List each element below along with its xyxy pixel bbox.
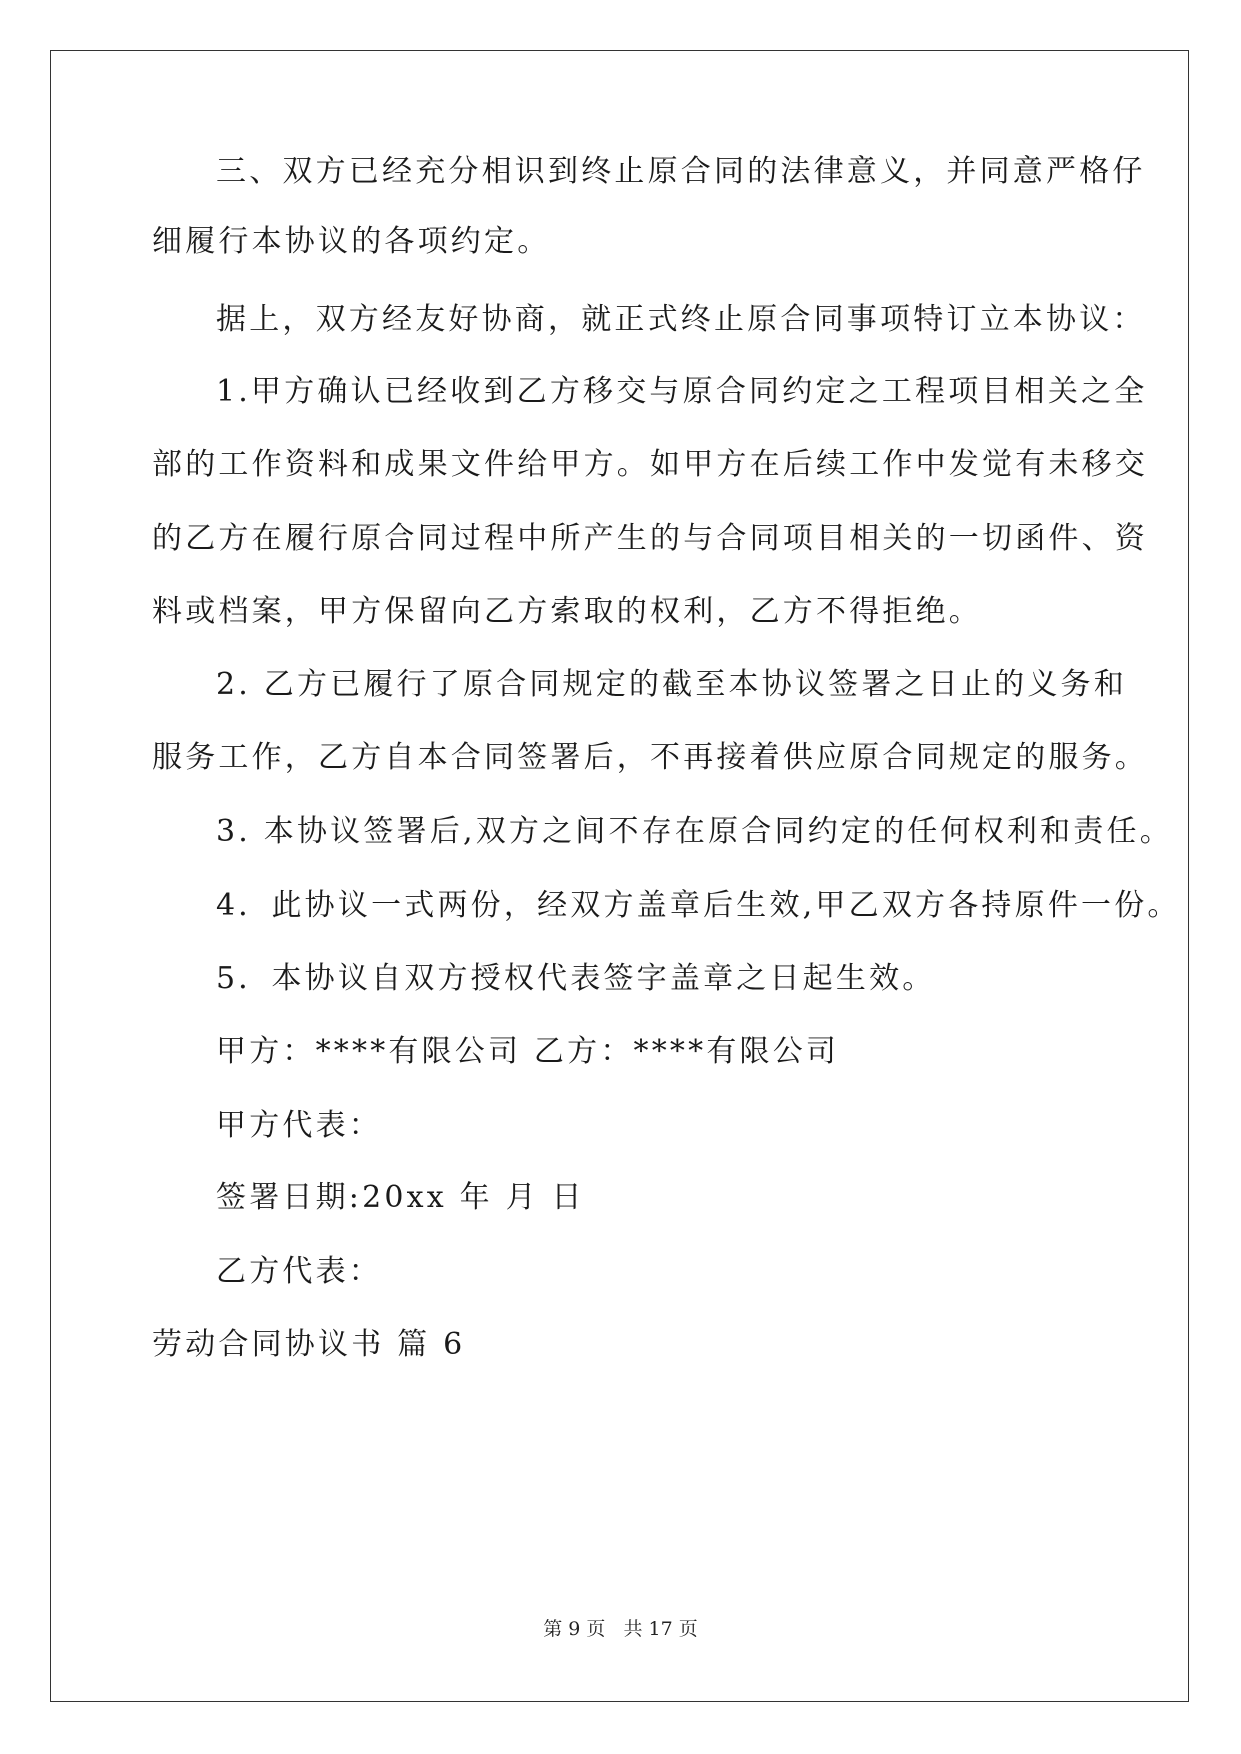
paragraph-line: 据上，双方经友好协商，就正式终止原合同事项特订立本协议：: [216, 302, 1146, 337]
signing-date: 签署日期:20xx 年 月 日: [216, 1180, 585, 1215]
page-number-footer: 第 9 页 共 17 页: [543, 1618, 698, 1640]
party-b-representative: 乙方代表：: [216, 1254, 382, 1289]
paragraph-line: 2. 乙方已履行了原合同规定的截至本协议签署之日止的义务和: [216, 667, 1127, 702]
party-names-line: 甲方：****有限公司 乙方：****有限公司: [216, 1034, 840, 1069]
section-heading: 劳动合同协议书 篇 6: [152, 1327, 466, 1362]
paragraph-line: 的乙方在履行原合同过程中所产生的与合同项目相关的一切函件、资: [152, 521, 1148, 556]
paragraph-line: 4．此协议一式两份，经双方盖章后生效,甲乙双方各持原件一份。: [216, 888, 1181, 923]
page-border: [50, 50, 1189, 1702]
paragraph-line: 服务工作，乙方自本合同签署后，不再接着供应原合同规定的服务。: [152, 740, 1148, 775]
party-a-representative: 甲方代表：: [216, 1108, 382, 1143]
paragraph-line: 部的工作资料和成果文件给甲方。如甲方在后续工作中发觉有未移交: [152, 447, 1148, 482]
paragraph-line: 1.甲方确认已经收到乙方移交与原合同约定之工程项目相关之全: [216, 374, 1148, 409]
paragraph-line: 三、双方已经充分相识到终止原合同的法律意义，并同意严格仔: [216, 154, 1146, 189]
paragraph-line: 3. 本协议签署后,双方之间不存在原合同约定的任何权利和责任。: [216, 814, 1173, 849]
paragraph-line: 料或档案，甲方保留向乙方索取的权利，乙方不得拒绝。: [152, 594, 982, 629]
paragraph-line: 细履行本协议的各项约定。: [152, 224, 551, 259]
paragraph-line: 5．本协议自双方授权代表签字盖章之日起生效。: [216, 961, 936, 996]
